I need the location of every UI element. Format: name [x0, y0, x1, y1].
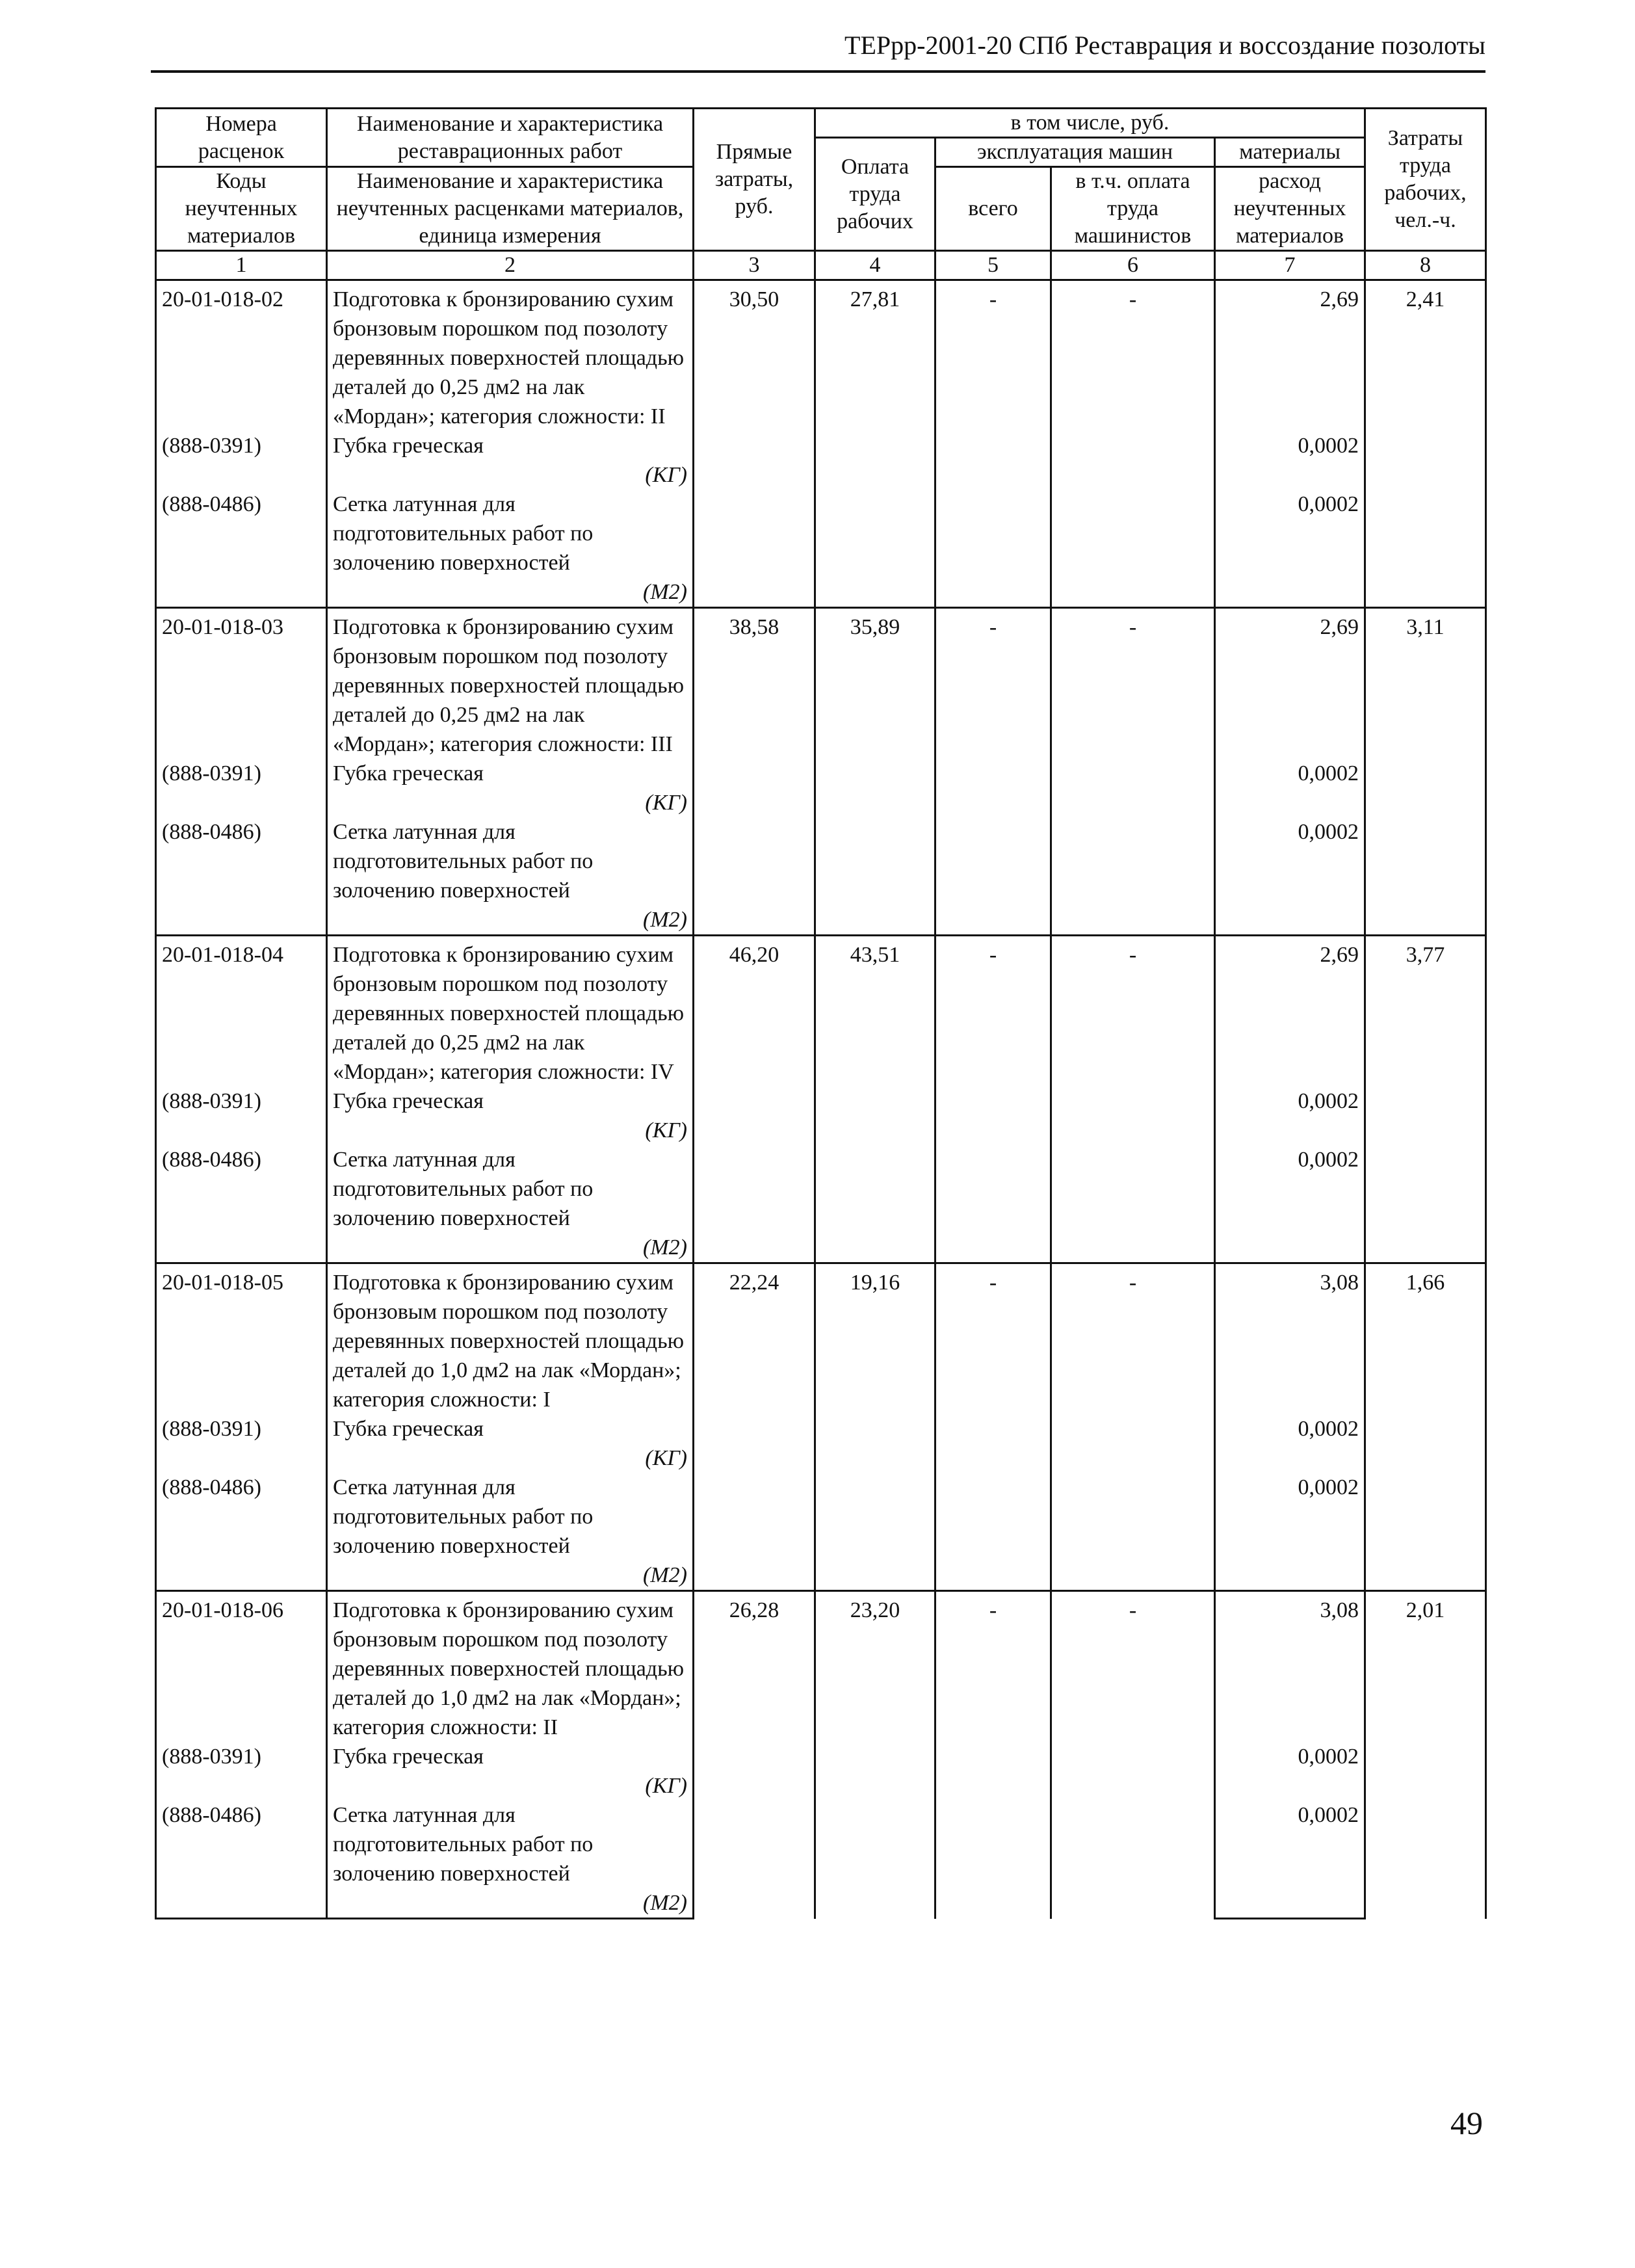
material-name-text: Губка греческая — [333, 434, 484, 458]
rate-block — [156, 1591, 1486, 1919]
material-name — [327, 759, 694, 817]
material-code: (888-0391) — [156, 431, 327, 490]
material-unit: (М2) — [643, 1563, 687, 1587]
column-number: 1 — [156, 251, 327, 280]
rate-block — [156, 1263, 1486, 1591]
head-direct-costs: Прямые затраты, руб. — [694, 109, 815, 251]
material-unit: (КГ) — [645, 1446, 687, 1470]
material-name-text: Губка греческая — [333, 1745, 484, 1769]
material-code: (888-0486) — [156, 490, 327, 608]
rate-direct-costs: 26,28 — [694, 1591, 815, 1919]
material-unit: (М2) — [643, 908, 687, 932]
material-name-text: Губка греческая — [333, 761, 484, 785]
material-name — [327, 1414, 694, 1473]
head-rate-numbers: Номера расценок — [156, 109, 327, 167]
material-code: (888-0391) — [156, 1087, 327, 1145]
rate-labor-hours: 2,41 — [1365, 280, 1486, 608]
material-name-text: Губка греческая — [333, 1417, 484, 1441]
rate-machinists-pay: - — [1051, 936, 1215, 1263]
rate-machinists-pay: - — [1051, 1263, 1215, 1591]
rate-name: Подготовка к бронзированию сухим бронзовым порошком под позолоту деревянных поверхностей площадью деталей до 0,25 дм2 на лак «Мордан»; категория сложности: III — [327, 608, 694, 759]
material-name — [327, 1473, 694, 1591]
head-machine-operation: эксплуатация машин — [935, 138, 1215, 167]
rate-row — [156, 608, 1486, 759]
rate-block — [156, 608, 1486, 936]
material-name — [327, 490, 694, 608]
running-head: ТЕРрр-2001-20 СПб Реставрация и воссоздание позолоты — [844, 31, 1485, 60]
material-unit: (КГ) — [645, 1118, 687, 1142]
material-code: (888-0391) — [156, 1742, 327, 1800]
material-qty: 0,0002 — [1215, 1800, 1365, 1919]
rate-machinists-pay: - — [1051, 1591, 1215, 1919]
column-number: 3 — [694, 251, 815, 280]
material-unit: (М2) — [643, 1235, 687, 1259]
material-name-text: Сетка латунная для подготовительных работ по золочению поверхностей — [333, 1475, 594, 1558]
rate-row — [156, 936, 1486, 1087]
rate-machinists-pay: - — [1051, 608, 1215, 936]
rate-machines-total: - — [935, 280, 1051, 608]
material-qty: 0,0002 — [1215, 817, 1365, 936]
head-material-name: Наименование и характеристика неучтенных расценками материалов, единица измерения — [327, 167, 694, 251]
column-number: 5 — [935, 251, 1051, 280]
material-code: (888-0486) — [156, 1800, 327, 1919]
head-material-codes: Коды неучтенных материалов — [156, 167, 327, 251]
head-machines-total: всего — [935, 167, 1051, 251]
rate-code: 20-01-018-03 — [156, 608, 327, 759]
rate-labor-pay: 23,20 — [815, 1591, 935, 1919]
material-unit: (М2) — [643, 580, 687, 604]
material-unit: (КГ) — [645, 791, 687, 815]
material-code: (888-0391) — [156, 1414, 327, 1473]
rate-materials: 2,69 — [1215, 608, 1365, 759]
rate-materials: 2,69 — [1215, 280, 1365, 432]
material-unit: (КГ) — [645, 1774, 687, 1798]
head-work-name: Наименование и характеристика реставрационных работ — [327, 109, 694, 167]
page-number: 49 — [1450, 2105, 1483, 2141]
rate-code: 20-01-018-04 — [156, 936, 327, 1087]
rate-name: Подготовка к бронзированию сухим бронзовым порошком под позолоту деревянных поверхностей площадью деталей до 0,25 дм2 на лак «Мордан»; категория сложности: IV — [327, 936, 694, 1087]
rate-labor-pay: 35,89 — [815, 608, 935, 936]
column-number: 6 — [1051, 251, 1215, 280]
rate-labor-hours: 2,01 — [1365, 1591, 1486, 1919]
rate-labor-hours: 3,77 — [1365, 936, 1486, 1263]
rate-labor-pay: 27,81 — [815, 280, 935, 608]
head-labor-costs: Затраты труда рабочих, чел.-ч. — [1365, 109, 1486, 251]
material-qty: 0,0002 — [1215, 1473, 1365, 1591]
material-code: (888-0486) — [156, 817, 327, 936]
column-number: 2 — [327, 251, 694, 280]
material-code: (888-0486) — [156, 1145, 327, 1263]
material-name — [327, 1145, 694, 1263]
column-number: 4 — [815, 251, 935, 280]
rate-labor-pay: 19,16 — [815, 1263, 935, 1591]
rate-direct-costs: 30,50 — [694, 280, 815, 608]
rate-labor-hours: 3,11 — [1365, 608, 1486, 936]
column-numbers-row — [156, 251, 1486, 280]
rates-table — [155, 107, 1487, 1919]
material-name — [327, 431, 694, 490]
rate-direct-costs: 22,24 — [694, 1263, 815, 1591]
head-including: в том числе, руб. — [815, 109, 1365, 138]
rate-machines-total: - — [935, 936, 1051, 1263]
material-qty: 0,0002 — [1215, 431, 1365, 490]
head-materials-consumption: расход неучтенных материалов — [1215, 167, 1365, 251]
material-code: (888-0391) — [156, 759, 327, 817]
column-number: 7 — [1215, 251, 1365, 280]
material-qty: 0,0002 — [1215, 1087, 1365, 1145]
rate-row — [156, 1263, 1486, 1415]
material-name-text: Сетка латунная для подготовительных работ по золочению поверхностей — [333, 492, 594, 575]
material-qty: 0,0002 — [1215, 490, 1365, 608]
head-materials: материалы — [1215, 138, 1365, 167]
rate-name: Подготовка к бронзированию сухим бронзовым порошком под позолоту деревянных поверхностей площадью деталей до 1,0 дм2 на лак «Мордан»; категория сложности: I — [327, 1263, 694, 1415]
material-name-text: Губка греческая — [333, 1089, 484, 1113]
material-unit: (КГ) — [645, 463, 687, 487]
rate-labor-pay: 43,51 — [815, 936, 935, 1263]
rate-direct-costs: 46,20 — [694, 936, 815, 1263]
header-rule — [151, 70, 1485, 73]
rate-code: 20-01-018-06 — [156, 1591, 327, 1743]
material-name — [327, 1742, 694, 1800]
rate-materials: 3,08 — [1215, 1263, 1365, 1415]
material-name-text: Сетка латунная для подготовительных работ по золочению поверхностей — [333, 1803, 594, 1886]
material-name — [327, 817, 694, 936]
rate-name: Подготовка к бронзированию сухим бронзовым порошком под позолоту деревянных поверхностей площадью деталей до 0,25 дм2 на лак «Мордан»; категория сложности: II — [327, 280, 694, 432]
rate-machines-total: - — [935, 608, 1051, 936]
table-head — [156, 109, 1486, 280]
rate-block — [156, 280, 1486, 608]
rate-direct-costs: 38,58 — [694, 608, 815, 936]
rate-machines-total: - — [935, 1263, 1051, 1591]
rates-table-wrap — [155, 107, 1487, 1919]
rate-machines-total: - — [935, 1591, 1051, 1919]
column-number: 8 — [1365, 251, 1486, 280]
material-name — [327, 1800, 694, 1919]
material-name-text: Сетка латунная для подготовительных работ по золочению поверхностей — [333, 820, 594, 903]
rate-row — [156, 280, 1486, 432]
material-qty: 0,0002 — [1215, 759, 1365, 817]
rate-code: 20-01-018-02 — [156, 280, 327, 432]
material-unit: (М2) — [643, 1891, 687, 1915]
rate-block — [156, 936, 1486, 1263]
material-qty: 0,0002 — [1215, 1414, 1365, 1473]
rate-machinists-pay: - — [1051, 280, 1215, 608]
rate-row — [156, 1591, 1486, 1743]
material-qty: 0,0002 — [1215, 1742, 1365, 1800]
rate-name: Подготовка к бронзированию сухим бронзовым порошком под позолоту деревянных поверхностей площадью деталей до 1,0 дм2 на лак «Мордан»; категория сложности: II — [327, 1591, 694, 1743]
head-machinists-pay: в т.ч. оплата труда машинистов — [1051, 167, 1215, 251]
material-name-text: Сетка латунная для подготовительных работ по золочению поверхностей — [333, 1148, 594, 1230]
rate-materials: 2,69 — [1215, 936, 1365, 1087]
rate-materials: 3,08 — [1215, 1591, 1365, 1743]
material-qty: 0,0002 — [1215, 1145, 1365, 1263]
rate-labor-hours: 1,66 — [1365, 1263, 1486, 1591]
material-name — [327, 1087, 694, 1145]
rate-code: 20-01-018-05 — [156, 1263, 327, 1415]
material-code: (888-0486) — [156, 1473, 327, 1591]
head-labor-pay: Оплата труда рабочих — [815, 138, 935, 251]
